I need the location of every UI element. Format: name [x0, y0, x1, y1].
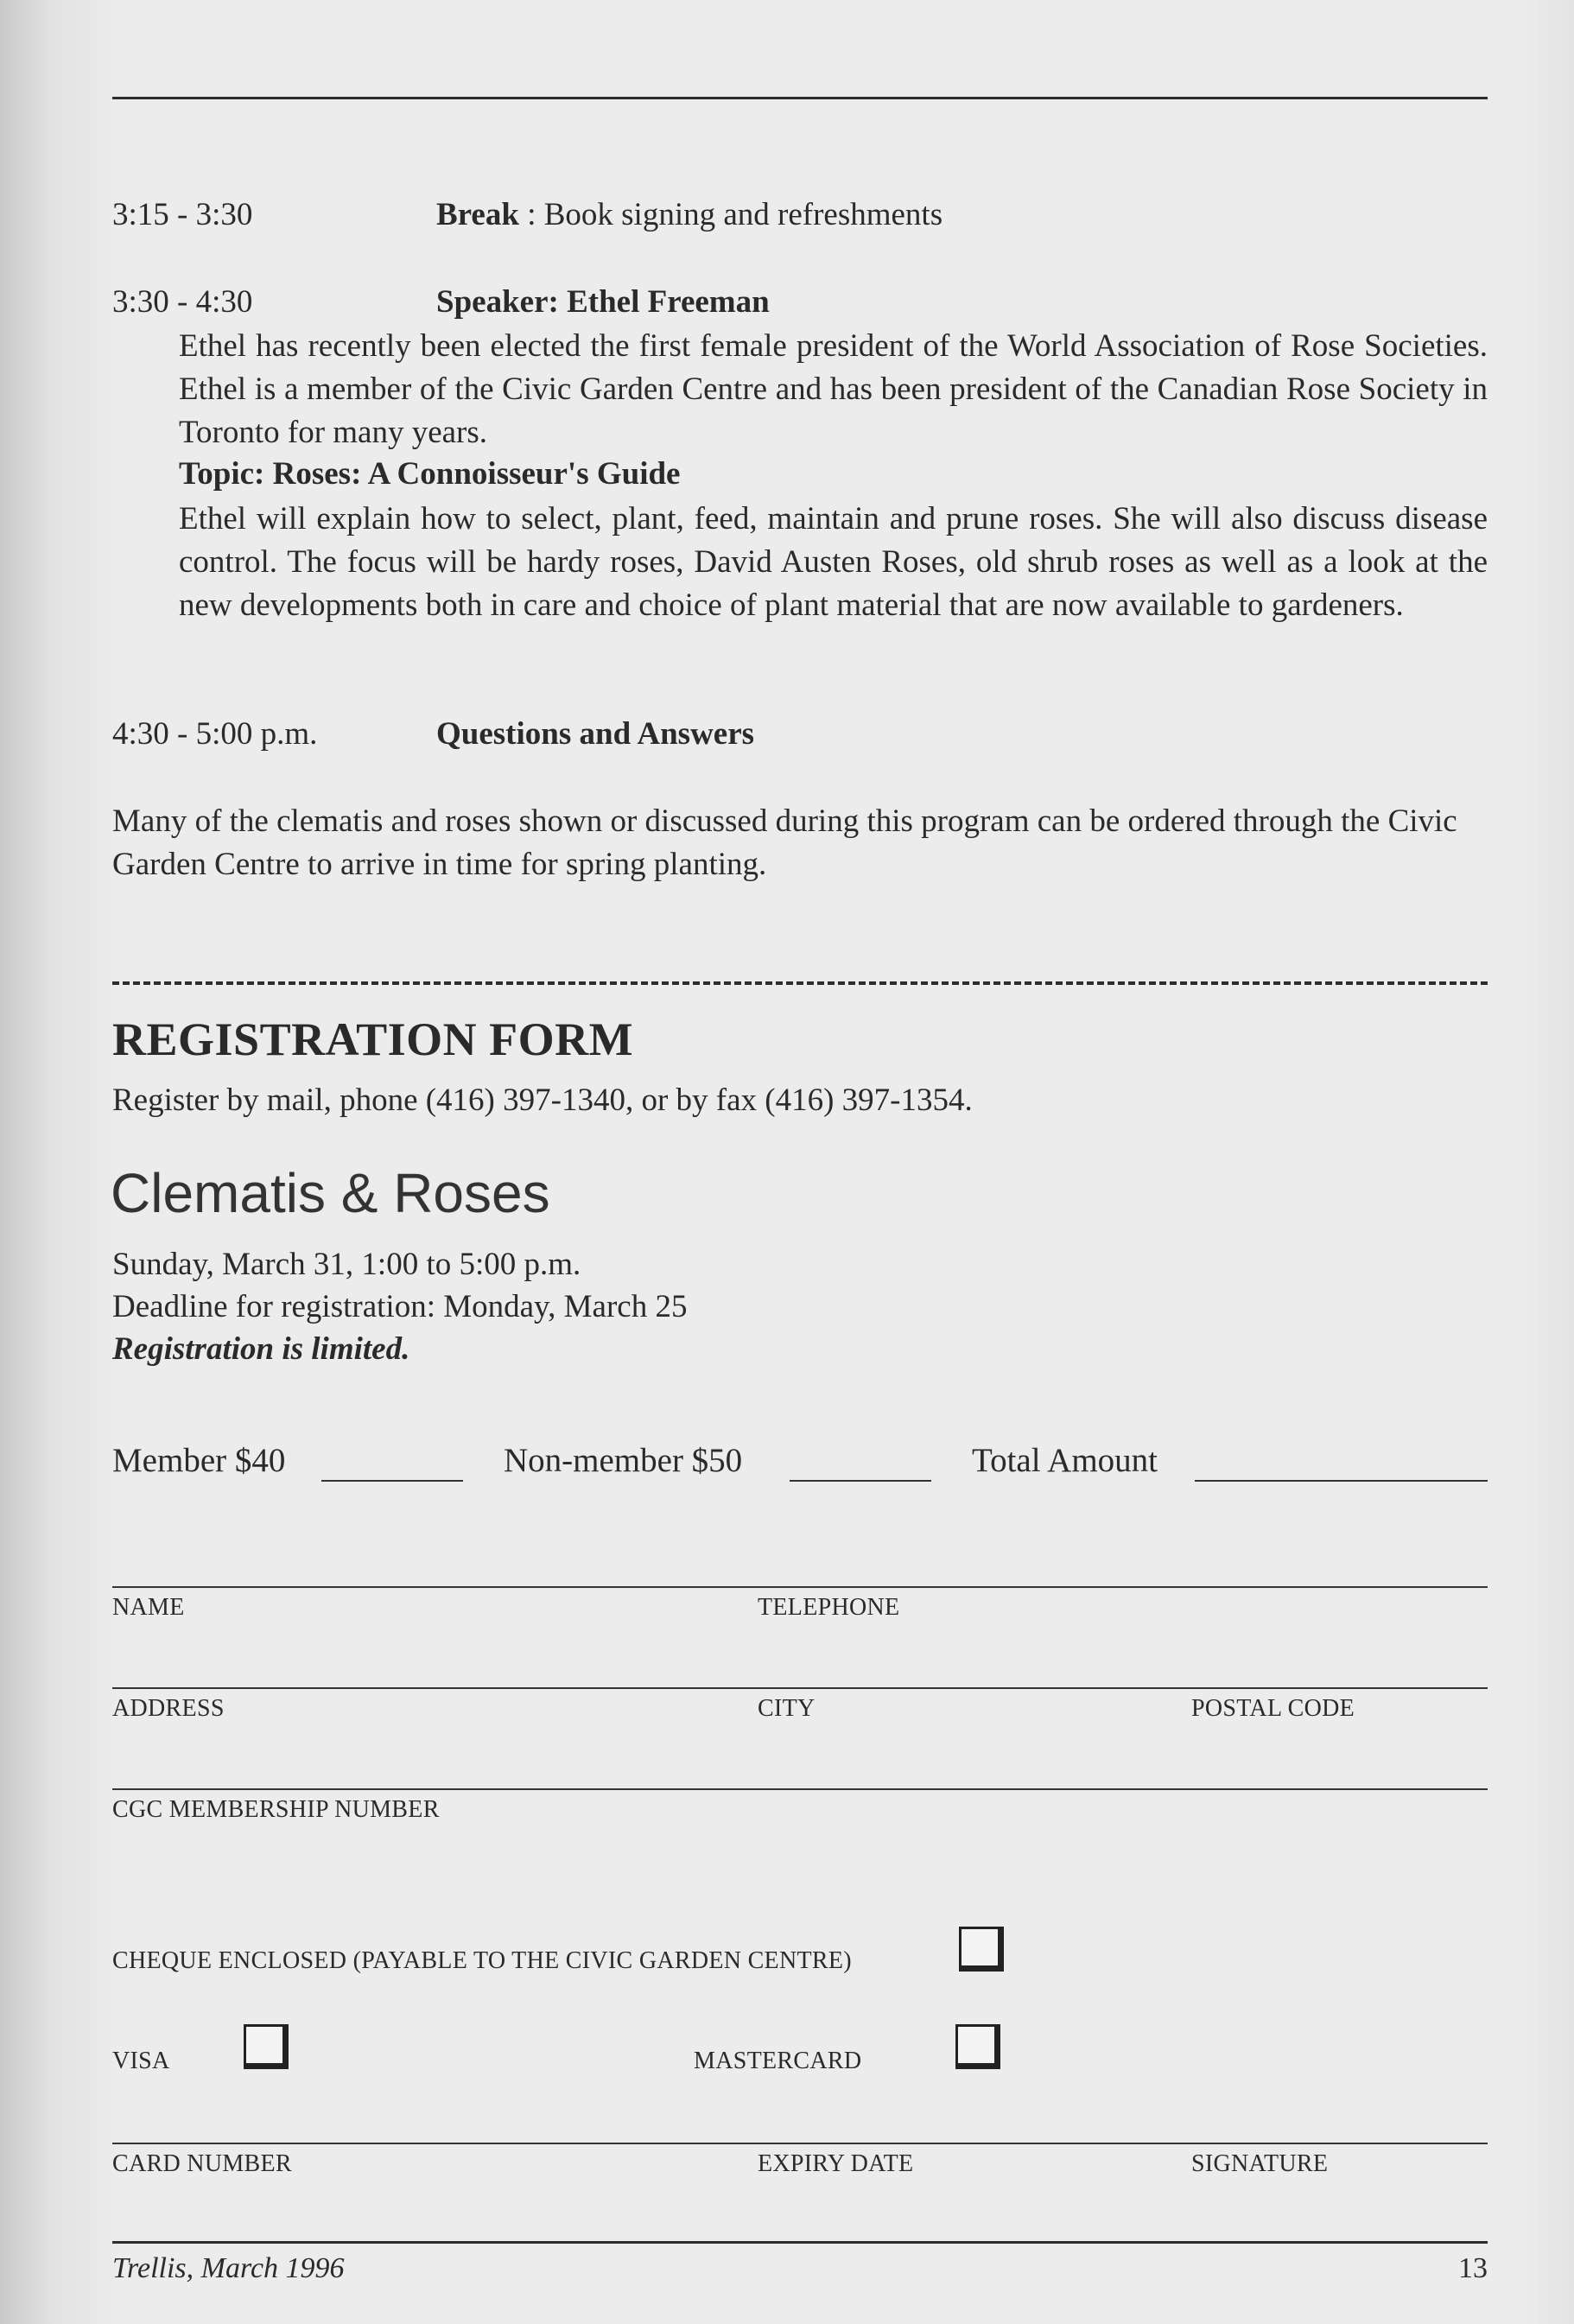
registration-limited: Registration is limited.: [112, 1331, 410, 1367]
name-label: NAME: [112, 1594, 185, 1621]
name-telephone-line[interactable]: [112, 1586, 1488, 1588]
total-amount-label: Total Amount: [972, 1442, 1158, 1479]
telephone-label: TELEPHONE: [758, 1594, 900, 1621]
nonmember-count-input[interactable]: [790, 1480, 931, 1482]
cheque-label: CHEQUE ENCLOSED (PAYABLE TO THE CIVIC GARDEN CENTRE): [112, 1947, 852, 1974]
nonmember-price-label: Non-member $50: [504, 1442, 743, 1479]
city-label: CITY: [758, 1695, 816, 1722]
schedule-time-break: 3:15 - 3:30: [112, 197, 253, 232]
visa-label: VISA: [112, 2048, 170, 2074]
speaker-bio: Ethel has recently been elected the first female president of the World Association of Rose Societies. Ethel is a member of the Civic Garden Centre and has been president of the Canadian Rose Society in Toronto for many years.: [179, 328, 1488, 450]
card-number-label: CARD NUMBER: [112, 2150, 292, 2177]
address-line[interactable]: [112, 1687, 1488, 1689]
membership-line[interactable]: [112, 1788, 1488, 1790]
signature-label: SIGNATURE: [1191, 2150, 1329, 2177]
break-label: Break: [436, 197, 519, 232]
mastercard-label: MASTERCARD: [694, 2048, 862, 2074]
footer-rule: [112, 2241, 1488, 2244]
schedule-time-speaker: 3:30 - 4:30: [112, 284, 253, 320]
top-rule: [112, 97, 1488, 99]
cheque-checkbox[interactable]: [959, 1927, 1004, 1972]
registration-deadline: Deadline for registration: Monday, March 25: [112, 1289, 688, 1324]
visa-checkbox[interactable]: [244, 2024, 289, 2069]
member-price-label: Member $40: [112, 1442, 286, 1479]
schedule-time-questions: 4:30 - 5:00 p.m.: [112, 716, 318, 752]
card-details-line[interactable]: [112, 2143, 1488, 2144]
questions-heading: Questions and Answers: [436, 716, 755, 752]
postal-code-label: POSTAL CODE: [1191, 1695, 1355, 1722]
page-number: 13: [1458, 2252, 1488, 2284]
mastercard-checkbox[interactable]: [955, 2024, 1000, 2069]
member-count-input[interactable]: [321, 1480, 463, 1482]
registration-title: REGISTRATION FORM: [112, 1013, 634, 1065]
cut-line: [112, 981, 1488, 985]
speaker-heading: Speaker: Ethel Freeman: [436, 284, 770, 320]
total-amount-input[interactable]: [1195, 1480, 1488, 1482]
topic-description: Ethel will explain how to select, plant, feed, maintain and prune roses. She will also discuss disease control. The focus will be hardy roses, David Austen Roses, old shrub roses as well as a look at the new developments both in care and choice of plant material that are now available to gardeners.: [179, 501, 1488, 623]
topic-heading: Topic: Roses: A Connoisseur's Guide: [179, 456, 681, 492]
membership-label: CGC MEMBERSHIP NUMBER: [112, 1796, 440, 1823]
expiry-date-label: EXPIRY DATE: [758, 2150, 914, 2177]
schedule-heading-break: [436, 196, 942, 233]
publication-footer: Trellis, March 1996: [112, 2252, 345, 2284]
address-label: ADDRESS: [112, 1695, 225, 1722]
closing-note: Many of the clematis and roses shown or discussed during this program can be ordered through the Civic Garden Centre to arrive in time for spring planting.: [112, 803, 1457, 882]
registration-instructions: Register by mail, phone (416) 397-1340, or by fax (416) 397-1354.: [112, 1083, 973, 1118]
break-description: : Book signing and refreshments: [518, 197, 943, 232]
event-title: Clematis & Roses: [111, 1162, 550, 1224]
event-date: Sunday, March 31, 1:00 to 5:00 p.m.: [112, 1247, 581, 1282]
